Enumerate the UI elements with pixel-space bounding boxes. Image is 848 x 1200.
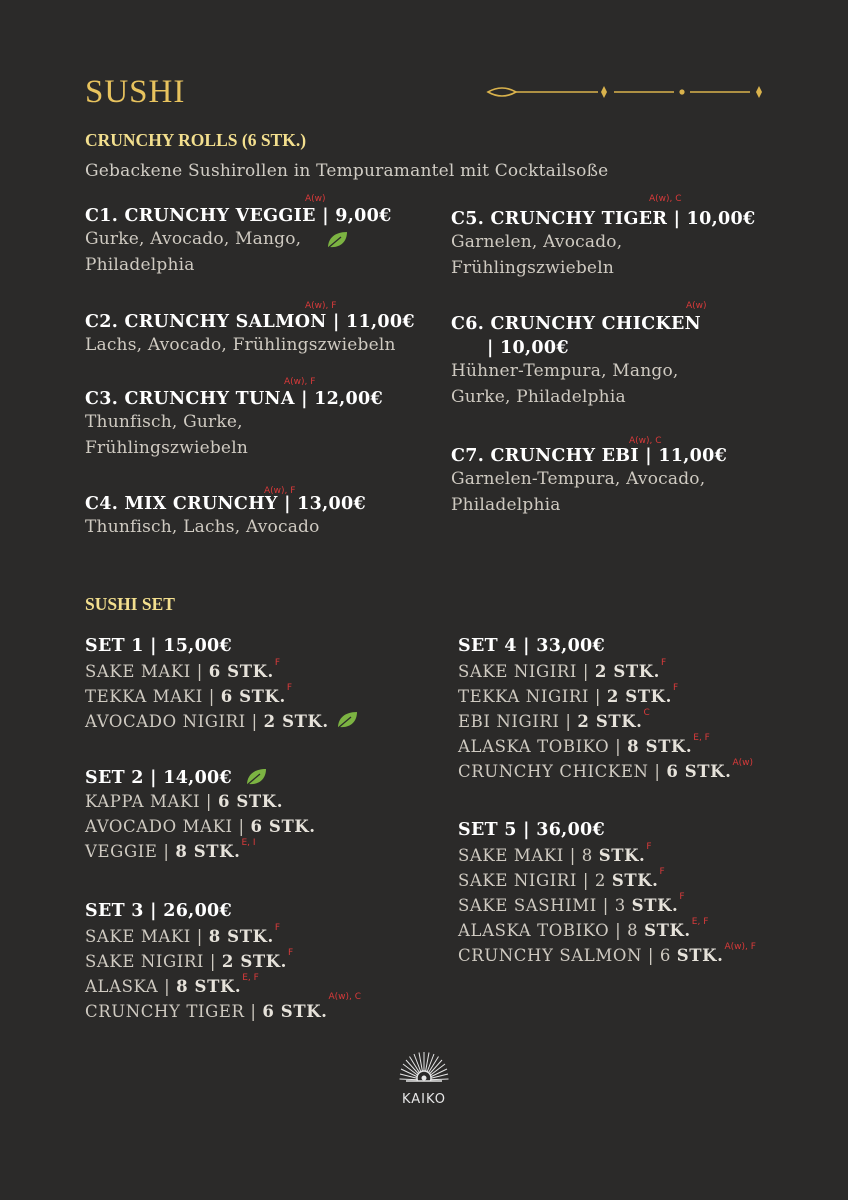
menu-item-c1 (85, 206, 392, 278)
set-block-5 (458, 820, 756, 965)
set-line: SAKE NIGIRI | 2 STK.$^F$ (458, 867, 665, 890)
sunburst-logo-icon (398, 1050, 450, 1086)
item-price: | 10,00€ (487, 338, 569, 358)
item-title: C6. CRUNCHY CHICKEN (451, 314, 701, 334)
item-title: C2. CRUNCHY SALMON | 11,00€ (85, 312, 415, 332)
brand-logo (395, 1050, 453, 1107)
set-line: SAKE SASHIMI | 3 STK.$^F$ (458, 892, 685, 915)
set-line: ALASKA TOBIKO | 8 STK.$^{E, F}$ (458, 733, 710, 756)
set-title: SET 5 | 36,00€ (458, 820, 605, 840)
leaf-icon (335, 710, 359, 730)
allergen-note: A(w), C (649, 194, 682, 204)
allergen-note: A(w), F (284, 377, 316, 387)
menu-item-c6 (451, 314, 701, 410)
brand-name: KAIKO (401, 1092, 447, 1107)
allergen-note: A(w), F (305, 301, 337, 311)
set-title: SET 3 | 26,00€ (85, 901, 232, 921)
leaf-icon (244, 767, 268, 787)
set-line: TEKKA MAKI | 6 STK.$^F$ (85, 683, 292, 706)
item-desc: Thunfisch, Lachs, Avocado (85, 517, 320, 537)
set-line: KAPPA MAKI | 6 STK. (85, 792, 284, 811)
item-title: C7. CRUNCHY EBI | 11,00€ (451, 446, 728, 466)
item-desc: Garnelen-Tempura, Avocado, Philadelphia (451, 469, 706, 515)
set-block-4 (458, 636, 753, 781)
item-title: C4. MIX CRUNCHY | 13,00€ (85, 494, 366, 514)
menu-item-c3 (85, 389, 383, 461)
allergen-note: A(w), F (264, 486, 296, 496)
set-line: ALASKA TOBIKO | 8 STK.$^{E, F}$ (458, 917, 709, 940)
set-line: AVOCADO MAKI | 6 STK. (85, 817, 316, 836)
item-title: C5. CRUNCHY TIGER | 10,00€ (451, 209, 756, 229)
set-line: SAKE MAKI | 8 STK.$^F$ (85, 923, 281, 946)
set-line: VEGGIE | 8 STK.$^{E, I}$ (85, 838, 256, 861)
set-block-3 (85, 901, 361, 1021)
set-line: SAKE NIGIRI | 2 STK.$^F$ (458, 658, 667, 681)
set-line: CRUNCHY SALMON | 6 STK.$^{A(w), F}$ (458, 942, 756, 965)
set-title: SET 2 | 14,00€ (85, 768, 316, 788)
item-desc: Thunfisch, Gurke, Frühlingszwiebeln (85, 412, 248, 458)
set-line: SAKE NIGIRI | 2 STK.$^F$ (85, 948, 294, 971)
menu-item-c7 (451, 446, 727, 518)
menu-item-c4 (85, 494, 366, 540)
item-title: C1. CRUNCHY VEGGIE | 9,00€ (85, 206, 392, 226)
set-title: SET 1 | 15,00€ (85, 636, 232, 656)
set-line: SAKE MAKI | 8 STK.$^F$ (458, 842, 652, 865)
item-desc: Gurke, Avocado, Mango, Philadelphia (85, 226, 392, 278)
set-title: SET 4 | 33,00€ (458, 636, 605, 656)
leaf-icon (325, 230, 349, 250)
item-desc: Hühner-Tempura, Mango, Gurke, Philadelphia (451, 361, 679, 407)
set-line: TEKKA NIGIRI | 2 STK.$^F$ (458, 683, 679, 706)
allergen-note: A(w), C (629, 436, 662, 446)
item-desc: Garnelen, Avocado, Frühlingszwiebeln (451, 232, 623, 278)
set-block-1 (85, 636, 359, 731)
gold-ornament-divider (486, 82, 776, 102)
set-line: AVOCADO NIGIRI | 2 STK. (85, 712, 359, 731)
set-line: SAKE MAKI | 6 STK.$^F$ (85, 658, 281, 681)
set-line: ALASKA | 8 STK.$^{E, F}$ (85, 973, 259, 996)
menu-item-c2 (85, 312, 415, 358)
crunchy-rolls-subtitle: Gebackene Sushirollen in Tempuramantel mit Cocktailsoße (85, 161, 609, 181)
menu-item-c5 (451, 209, 755, 281)
item-title: C3. CRUNCHY TUNA | 12,00€ (85, 389, 383, 409)
crunchy-rolls-heading: CRUNCHY ROLLS (6 STK.) (85, 130, 307, 150)
allergen-note: A(w) (686, 301, 707, 311)
allergen-note: A(w) (305, 194, 326, 204)
set-line: CRUNCHY TIGER | 6 STK.$^{A(w), C}$ (85, 992, 362, 1021)
sushi-set-heading: SUSHI SET (85, 594, 175, 614)
item-desc: Lachs, Avocado, Frühlingszwiebeln (85, 335, 396, 355)
set-block-2 (85, 768, 316, 861)
set-line: CRUNCHY CHICKEN | 6 STK.$^{A(w)}$ (458, 758, 754, 781)
set-line: EBI NIGIRI | 2 STK.$^C$ (458, 708, 650, 731)
page-title: SUSHI (85, 74, 186, 110)
